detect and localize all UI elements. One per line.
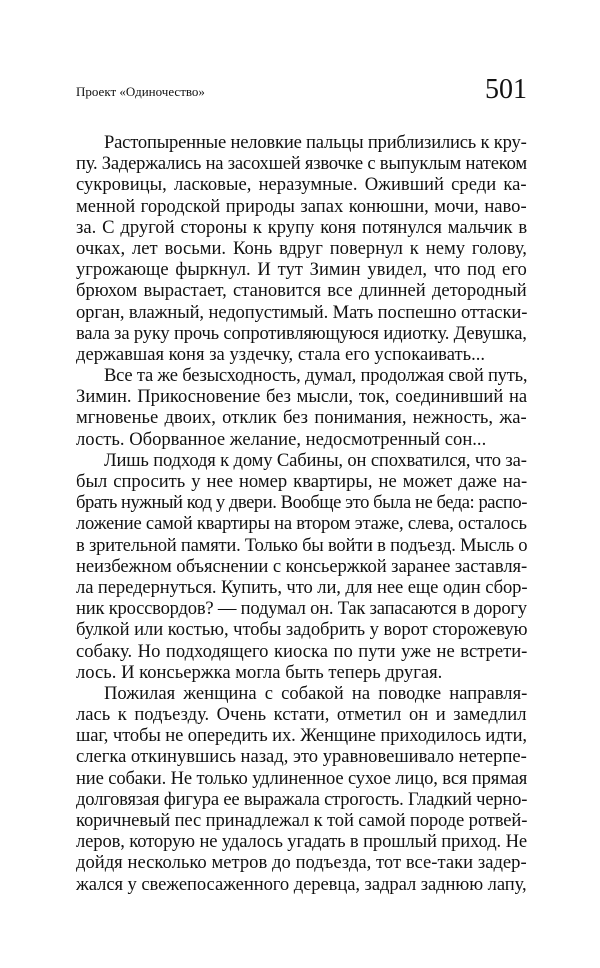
text-line: лась к подъезду. Очень кстати, отметил он и замедлил [76, 704, 527, 726]
text-line: орган, влажный, недопустимый. Мать поспешно оттаски- [76, 301, 528, 323]
running-title: Проект «Одиночество» [76, 84, 205, 99]
text-line: жался у свежепосаженного деревца, задрал заднюю лапу, [76, 873, 527, 895]
text-line: неизбежном объяснении с консьержкой заранее заставля- [76, 555, 528, 577]
text-line: лость. Оборванное желание, недосмотренный сон... [76, 428, 487, 450]
text-line: был спросить у нее номер квартиры, не может даже на- [76, 471, 528, 492]
text-line: брюхом вырастает, становится все длинней детородный [76, 280, 527, 302]
text-line: коричневый пес принадлежал к той самой породе ротвей- [76, 810, 528, 831]
body-text [76, 132, 527, 895]
text-line: ла передернуться. Купить, что ли, для нее еще один сбор- [76, 576, 528, 598]
text-line: булкой или костью, чтобы задобрить у ворот сторожевую [76, 619, 528, 641]
text-line: ник кроссвордов? — подумал он. Так запасаются в дорогу [76, 598, 527, 620]
text-line: менной городской природы запах конюшни, мочи, наво- [76, 195, 527, 217]
text-line: в зрительной памяти. Только бы войти в подъезд. Мысль о [76, 534, 528, 556]
text-line: Пожилая женщина с собакой на поводке направля- [104, 682, 528, 704]
text-line: собаку. Но подходящего киоска по пути уже не встрети- [76, 640, 528, 662]
text-line: Зимин. Прикосновение без мысли, ток, соединивший на [76, 386, 528, 408]
text-line: брать нужный код у двери. Вообще это была не беда: распо- [76, 492, 527, 514]
text-line: ние собаки. Не только удлиненное сухое лицо, вся прямая [76, 767, 528, 789]
text-line: леров, которую не удалось угадать в прошлый приход. Не [76, 831, 527, 853]
text-line: долговязая фигура ее выражала строгость. Гладкий черно- [76, 788, 528, 810]
text-line: Лишь подходя к дому Сабины, он спохватился, что за- [104, 449, 527, 471]
text-line: сукровицы, ласковые, неразумные. Оживший среди ка- [76, 174, 527, 196]
page-number: 501 [485, 74, 527, 105]
text-line: мгновенье двоих, отклик без понимания, нежность, жа- [76, 407, 527, 429]
text-line: вала за руку прочь сопротивляющуюся идиотку. Девушка, [76, 322, 527, 344]
text-line: пу. Задержались на засохшей язвочке с выпуклым натеком [76, 153, 527, 175]
text-line: шаг, чтобы не опередить их. Женщине приходилось идти, [76, 725, 527, 747]
text-line: очках, лет восьми. Конь вдруг повернул к нему голову, [76, 237, 527, 259]
text-line: за. С другой стороны к крупу коня потянулся мальчик в [76, 216, 528, 238]
text-line: дойдя несколько метров до подъезда, тот все-таки задер- [76, 852, 527, 874]
text-line: Растопыренные неловкие пальцы приблизились к кру- [104, 132, 527, 153]
text-line: ложение самой квартиры на втором этаже, слева, осталось [76, 513, 527, 535]
text-line: Все та же безысходность, думал, продолжая свой путь, [104, 365, 528, 387]
running-head [76, 72, 527, 106]
text-line: слегка откинувшись назад, это уравновешивало нетерпе- [76, 746, 527, 768]
text-line: державшая коня за уздечку, стала его успокаивать... [76, 343, 486, 365]
text-line: лось. И консьержка могла быть теперь другая. [76, 661, 443, 683]
text-line: угрожающе фыркнул. И тут Зимин увидел, что под его [76, 259, 527, 281]
